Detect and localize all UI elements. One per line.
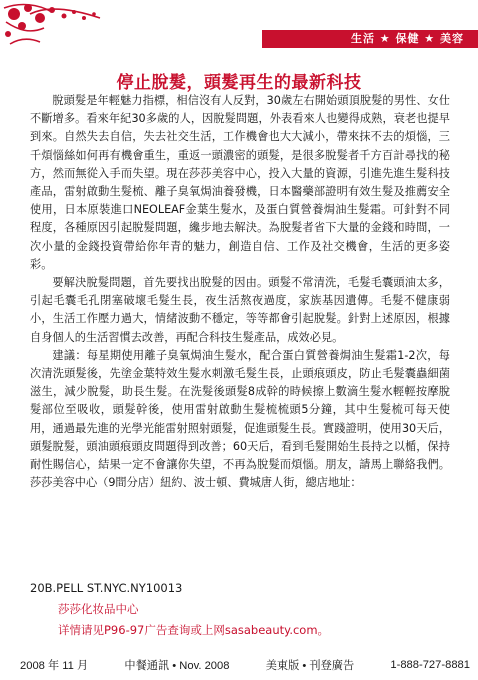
center-name: 莎莎化妆品中心 bbox=[58, 602, 139, 616]
section-tagline-bar bbox=[262, 30, 478, 48]
article-paragraph: 建議：每星期使用離子臭氧焗油生髮水，配合蛋白質營養焗油生髮霜1-2次，每次清洗頭髮後，先塗金葉特效生髮水刺激毛髮生長，止頭痕頭皮，防止毛髮囊蟲細菌滋生，減少脫髮，助長生髮。在洗髮後頭髮8成幹的時候擦上數滴生髮水輕輕按摩脫髮部位至吸收，頭髮幹後，使用雷射啟動生髮梳梳頭5分鐘，其中生髮梳可每天使用，通過最先進的光學光能雷射照射頭髮，促進頭髮生長。實踐證明，使用30天后，頭髮脫髮，頭油頭痕頭皮問題得到改善；60天后，看到毛髮開始生長持之以楯，保持耐性賜信心，結果一定不會讓你失望，不再為脫髮而煩惱。朋友，請馬上聯絡我們。莎莎美容中心（9間分店）紐約、波士頓、費城唐人街，總店地址： bbox=[30, 348, 450, 490]
store-address: 20B.PELL ST.NYC.NY10013 bbox=[30, 581, 183, 595]
article-paragraph: 要解決脫髮問題，首先要找出脫髮的因由。頭髮不常清洗，毛髮毛囊頭油太多，引起毛囊毛孔閉塞破壞毛髮生長，夜生活熬夜過度，家族基因遺傳。毛髮不健康弱小，生活工作壓力過大，情緒波動不穩定，等等都會引起脫髮。針對上述原因，根據自身個人的生活習慣去改善，再配合科技生髮產品，成效必見。 bbox=[30, 276, 450, 344]
footer-date: 2008 年 11 月 bbox=[20, 660, 89, 672]
page-footer bbox=[20, 657, 470, 673]
footer-publication: 中餐通訊 • Nov. 2008 bbox=[124, 660, 230, 672]
details-link-text: 详情请见P96-97广告查询或上网sasabeauty.com。 bbox=[58, 623, 330, 637]
section-tagline: 生活 ★ 保健 ★ 美容 bbox=[350, 32, 464, 45]
floral-ornament bbox=[0, 0, 130, 52]
article-body bbox=[30, 92, 450, 492]
footer-edition: 美東版 • 刊登廣告 bbox=[265, 660, 355, 672]
footer-phone: 1-888-727-8881 bbox=[390, 659, 470, 671]
article-title: 停止脫髮，頭髮再生的最新科技 bbox=[116, 73, 362, 93]
article-paragraph: 脫頭髮是年輕魅力指標，相信沒有人反對，30歲左右開始頭頂脫髮的男性、女仕不斷增多。看來年紀30多歲的人，因脫髮問題，外表看來人也變得成熟，衰老也提早到來。自然失去自信，失去社交生活，工作機會也大大減小，帶來抹不去的煩惱，三千煩惱絲如何再有機會重生，重返一頭濃密的頭髮，是很多脫髮者千方百計尋找的秘方，然而無從入手而失望。現在莎莎美容中心，投入大量的資源，引進先進生髮科技產品，雷射啟動生髮梳、離子臭氧焗油養發機，日本醫藥部證明有效生髮及推薦安全使用，日本原裝進口NEOLEAF金葉生髮水，及蛋白質營養焗油生髮霜。可針對不同程度，各種原因引起脫髮問題，纔步地去解決。為脫髮者省下大量的金錢和時間，一次小量的金錢投資帶給你年青的魅力，創造自信、工作及社交機會，生活的更多姿彩。 bbox=[30, 94, 450, 271]
